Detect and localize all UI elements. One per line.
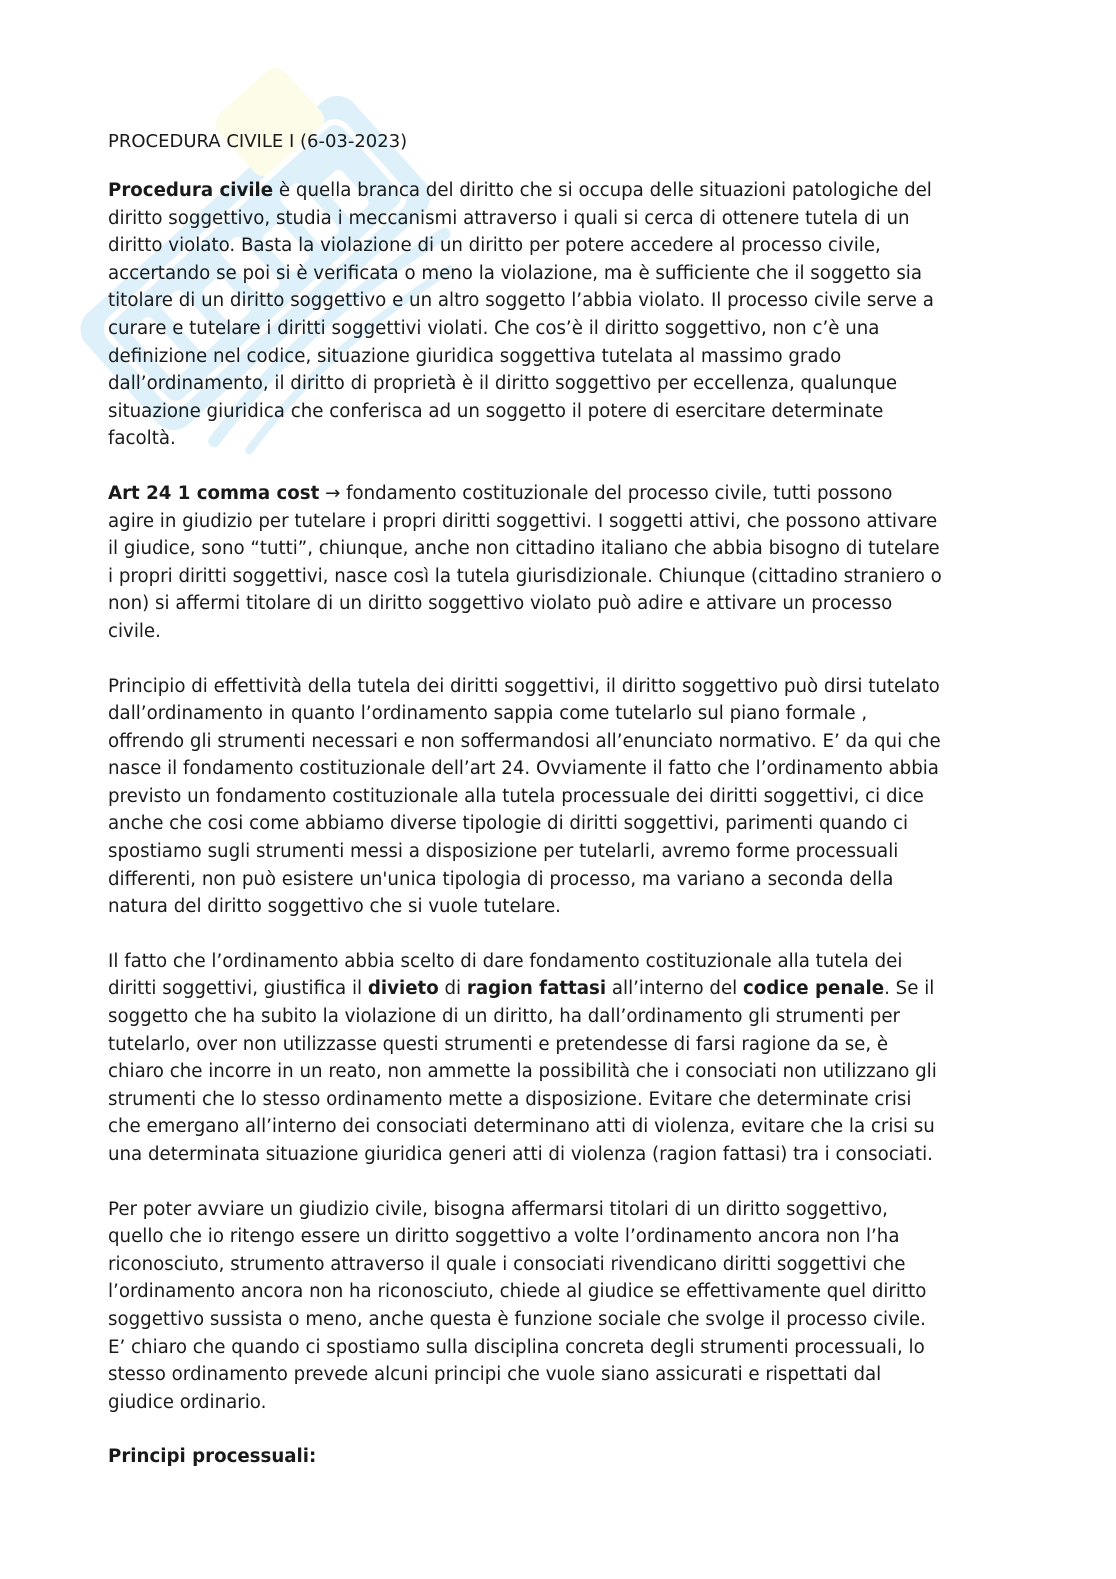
paragraph-line: [108, 563, 1008, 591]
text-run: giudice ordinario.: [108, 1391, 267, 1413]
paragraph-line: [108, 1389, 1008, 1417]
paragraph-line: [108, 1334, 1008, 1362]
paragraph-line: [108, 205, 1008, 233]
text-run: Principio di effettività della tutela dei diritti soggettivi, il diritto soggettivo può dirsi tutelato: [108, 675, 940, 697]
text-run: una determinata situazione giuridica generi atti di violenza (ragion fattasi) tra i consociati.: [108, 1144, 933, 1165]
text-run: agire in giudizio per tutelare i propri diritti soggettivi. I soggetti attivi, che possono attivare: [108, 510, 938, 532]
paragraph-line: [108, 1306, 1008, 1334]
text-run: situazione giuridica che conferisca ad un soggetto il potere di esercitare determinate: [108, 400, 884, 422]
paragraph-line: [108, 343, 1008, 371]
text-run: diritti soggettivi, giustifica il: [108, 978, 368, 1000]
text-run: E’ chiaro che quando ci spostiamo sulla disciplina concreta degli strumenti processuali, lo: [108, 1336, 925, 1358]
text-run: il giudice, sono “tutti”, chiunque, anche non cittadino italiano che abbia bisogno di tutelare: [108, 538, 940, 560]
document-title: PROCEDURA CIVILE I (6-03-2023): [108, 131, 408, 152]
text-run: facoltà.: [108, 428, 176, 450]
paragraph-line: [108, 866, 1008, 894]
text-run: nasce il fondamento costituzionale dell’art 24. Ovviamente il fatto che l’ordinamento abbia: [108, 758, 939, 780]
paragraph: [108, 1196, 1008, 1417]
text-run: di: [438, 978, 467, 1000]
paragraph-line: [108, 1058, 1008, 1086]
paragraph-line: [108, 232, 1008, 260]
paragraph-line: [108, 508, 1008, 536]
paragraph-line: [108, 1003, 1008, 1031]
bold-term: Art 24 1 comma cost: [108, 482, 320, 504]
paragraph-line: [108, 1223, 1008, 1251]
paragraph: [108, 948, 1008, 1169]
text-run: diritto soggettivo, studia i meccanismi attraverso i quali si cerca di ottenere tutela di un: [108, 207, 910, 229]
text-run: dall’ordinamento in quanto l’ordinamento sappia come tutelarlo sul piano formale ,: [108, 703, 868, 725]
text-run: spostiamo sugli strumenti messi a disposizione per tutelarli, avremo forme processuali: [108, 841, 899, 863]
paragraph-line: [108, 1251, 1008, 1279]
text-run: previsto un fondamento costituzionale alla tutela processuale dei diritti soggettivi, ci dice: [108, 785, 924, 807]
paragraph-line: [108, 948, 1008, 976]
paragraph-line: [108, 370, 1008, 398]
bold-term: ragion fattasi: [466, 978, 607, 1000]
text-run: non) si affermi titolare di un diritto soggettivo violato può adire e attivare un processo: [108, 593, 893, 615]
text-run: accertando se poi si è verificata o meno la violazione, ma è sufficiente che il soggetto sia: [108, 262, 923, 284]
text-run: è quella branca del diritto che si occupa delle situazioni patologiche del: [273, 180, 932, 201]
paragraph-line: [108, 425, 1008, 453]
paragraph-line: [108, 1086, 1008, 1114]
paragraph-line: [108, 618, 1008, 646]
text-run: stesso ordinamento prevede alcuni principi che vuole siano assicurati e rispettati dal: [108, 1364, 882, 1386]
paragraph-line: [108, 893, 1008, 921]
text-run: → fondamento costituzionale del processo civile, tutti possono: [319, 482, 893, 504]
paragraph-line: [108, 260, 1008, 288]
paragraph-line: [108, 673, 1008, 701]
paragraph-line: [108, 315, 1008, 343]
text-run: i propri diritti soggettivi, nasce così la tutela giurisdizionale. Chiunque (cittadino straniero o: [108, 565, 942, 587]
paragraph-line: [108, 700, 1008, 728]
text-run: diritto violato. Basta la violazione di un diritto per potere accedere al processo civile,: [108, 235, 881, 257]
paragraph-line: [108, 1361, 1008, 1389]
paragraph: [108, 177, 1008, 453]
paragraph-line: [108, 535, 1008, 563]
text-run: differenti, non può esistere un'unica tipologia di processo, ma variano a seconda della: [108, 868, 894, 890]
text-run: soggettivo sussista o meno, anche questa è funzione sociale che svolge il processo civile.: [108, 1308, 926, 1330]
paragraph-line: [108, 177, 1008, 205]
text-run: riconosciuto, strumento attraverso il quale i consociati rivendicano diritti soggettivi che: [108, 1253, 906, 1275]
paragraph-line: [108, 590, 1008, 618]
paragraph-line: [108, 810, 1008, 838]
text-run: dall’ordinamento, il diritto di proprietà è il diritto soggettivo per eccellenza, qualunque: [108, 373, 898, 395]
paragraph-line: [108, 1031, 1008, 1059]
text-run: strumenti che lo stesso ordinamento mette a disposizione. Evitare che determinate crisi: [108, 1088, 912, 1110]
bold-term: divieto: [367, 978, 439, 1000]
paragraph-line: [108, 1196, 1008, 1224]
paragraph-line: [108, 838, 1008, 866]
text-run: curare e tutelare i diritti soggettivi violati. Che cos’è il diritto soggettivo, non c’è una: [108, 317, 880, 339]
section-heading: Principi processuali:: [108, 1446, 317, 1468]
paragraph-line: [108, 1113, 1008, 1141]
paragraph-line: [108, 1278, 1008, 1306]
text-run: l’ordinamento ancora non ha riconosciuto, chiede al giudice se effettivamente quel diritto: [108, 1281, 927, 1303]
text-run: Per poter avviare un giudizio civile, bisogna affermarsi titolari di un diritto soggettivo,: [108, 1198, 888, 1220]
text-run: civile.: [108, 620, 161, 642]
paragraph-line: [108, 287, 1008, 315]
paragraph: [108, 673, 1008, 921]
text-run: che emergano all’interno dei consociati determinano atti di violenza, evitare che la crisi su: [108, 1116, 935, 1138]
text-run: chiaro che incorre in un reato, non ammette la possibilità che i consociati non utilizzano gli: [108, 1061, 937, 1083]
paragraph-line: [108, 783, 1008, 811]
paragraph-line: [108, 975, 1008, 1003]
paragraph-line: [108, 755, 1008, 783]
text-run: . Se il: [884, 978, 935, 1000]
bold-term: Procedura civile: [108, 180, 274, 201]
text-run: Il fatto che l’ordinamento abbia scelto di dare fondamento costituzionale alla tutela dei: [108, 950, 903, 972]
text-run: titolare di un diritto soggettivo e un altro soggetto l’abbia violato. Il processo civile serve a: [108, 290, 934, 312]
document-body: [108, 177, 1008, 1416]
text-run: offrendo gli strumenti necessari e non soffermandosi all’enunciato normativo. E’ da qui che: [108, 730, 941, 752]
paragraph-line: [108, 480, 1008, 508]
text-run: anche che cosi come abbiamo diverse tipologie di diritti soggettivi, parimenti quando ci: [108, 813, 909, 835]
paragraph-line: [108, 398, 1008, 426]
text-run: natura del diritto soggettivo che si vuole tutelare.: [108, 896, 561, 918]
bold-term: codice penale: [742, 978, 885, 1000]
paragraph-line: [108, 1141, 1008, 1169]
text-run: soggetto che ha subito la violazione di un diritto, ha dall’ordinamento gli strumenti per: [108, 1006, 900, 1028]
text-run: tutelarlo, over non utilizzasse questi strumenti e pretendesse di farsi ragione da se, è: [108, 1033, 889, 1055]
text-run: quello che io ritengo essere un diritto soggettivo a volte l’ordinamento ancora non l’ha: [108, 1226, 900, 1248]
text-run: definizione nel codice, situazione giuridica soggettiva tutelata al massimo grado: [108, 345, 842, 367]
document-page: [108, 128, 1008, 1471]
paragraph: [108, 480, 1008, 646]
text-run: all’interno del: [606, 978, 743, 1000]
paragraph-line: [108, 728, 1008, 756]
